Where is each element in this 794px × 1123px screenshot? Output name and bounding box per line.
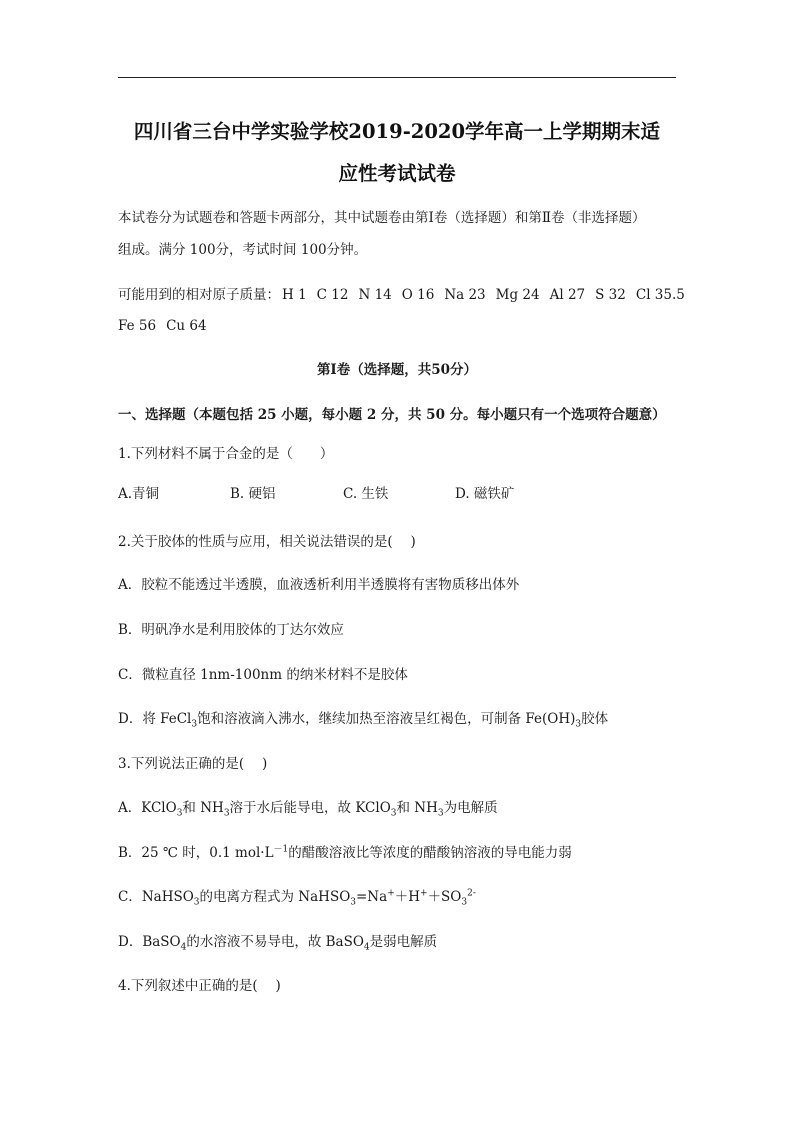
atomic-mass-item: Cu 64 [166,318,207,334]
superscript: + [387,888,395,899]
option-d: D. 磁铁矿 [455,486,515,502]
atomic-mass-item: C 12 [316,287,349,303]
atomic-mass-line1 [118,286,685,304]
section-heading: 第Ⅰ卷（选择题，共50分） [316,362,478,378]
atomic-mass-item: Mg 24 [495,287,540,303]
text-part: ＋H [394,889,421,905]
atomic-mass-item: H 1 [282,287,307,303]
section-instruction: 一、选择题（本题包括 25 小题，每小题 2 分，共 50 分。每小题只有一个选项符合题意） [118,407,666,423]
atomic-mass-item: Cl 35.5 [635,287,685,303]
text-part: 胶体 [581,711,609,727]
intro-line1: 本试卷分为试题卷和答题卡两部分，其中试题卷由第Ⅰ卷（选择题）和第Ⅱ卷（非选择题） [118,210,646,226]
subscript: 3 [350,897,356,908]
atomic-mass-item: S 32 [595,287,626,303]
question-2-stem: 2.关于胶体的性质与应用，相关说法错误的是( ) [118,534,416,550]
text-part: D．BaSO [118,934,181,950]
question-2-option-a: A．胶粒不能透过半透膜，血液透析利用半透膜将有害物质移出体外 [118,577,520,593]
question-3-option-a [118,799,498,817]
subscript: 3 [193,897,200,908]
question-2-option-b: B．明矾净水是利用胶体的丁达尔效应 [118,622,344,638]
question-2-option-d [118,710,608,728]
question-1-options [118,485,514,503]
subscript: 3 [461,897,468,908]
question-1-stem: 1.下列材料不属于合金的是（ ） [118,446,334,462]
option-a: A.青铜 [118,486,160,502]
text-part: 为电解质 [443,800,498,816]
question-2-option-c: C．微粒直径 1nm-100nm 的纳米材料不是胶体 [118,667,408,683]
exam-title-line2: 应性考试试卷 [338,162,456,185]
subscript: 3 [390,808,397,819]
subscript: 4 [363,942,370,953]
text-part: 的电离方程式为 NaHSO [199,889,351,905]
subscript: 3 [223,808,230,819]
text-part: C．NaHSO [118,889,194,905]
superscript: 2- [467,888,476,899]
atomic-mass-item: Fe 56 [118,318,157,334]
atomic-mass-item: Al 27 [549,287,586,303]
text-part: B．25 ℃ 时，0.1 mol·L [118,845,274,861]
subscript: 3 [437,808,444,819]
exam-title-line1: 四川省三台中学实验学校2019-2020学年高一上学期期末适 [133,120,661,143]
text-part: 和 NH [182,800,224,816]
subscript: 4 [180,942,187,953]
text-part: A．KClO [118,800,177,816]
text-part: ＋SO [427,889,462,905]
text-part: =Na [356,889,388,905]
header-rule [118,77,676,78]
superscript: －1 [273,844,289,855]
intro-line2: 组成。满分 100分，考试时间 100分钟。 [118,242,368,258]
atomic-mass-item: N 14 [358,287,392,303]
subscript: 3 [575,719,582,730]
atomic-mass-line2 [118,317,207,335]
text-part: D．将 FeCl [118,711,192,727]
question-4-stem: 4.下列叙述中正确的是( ) [118,978,281,994]
option-b: B. 硬铝 [230,486,276,502]
option-c: C. 生铁 [343,486,389,502]
atomic-mass-item: Na 23 [444,287,486,303]
text-part: 饱和溶液滴入沸水，继续加热至溶液呈红褐色，可制备 Fe(OH) [197,711,576,727]
text-part: 是弱电解质 [369,934,438,950]
question-3-option-d [118,933,437,951]
superscript: + [420,888,428,899]
text-part: 溶于水后能导电，故 KClO [229,800,391,816]
text-part: 的水溶液不易导电，故 BaSO [186,934,364,950]
text-part: 和 NH [396,800,438,816]
question-3-option-c [118,888,476,906]
question-3-stem: 3.下列说法正确的是( ) [118,756,268,772]
subscript: 3 [191,719,198,730]
atomic-mass-prefix: 可能用到的相对原子质量： [118,287,280,303]
subscript: 3 [176,808,183,819]
question-3-option-b [118,844,572,862]
text-part: 的醋酸溶液比等浓度的醋酸钠溶液的导电能力弱 [288,845,572,861]
atomic-mass-item: O 16 [401,287,435,303]
